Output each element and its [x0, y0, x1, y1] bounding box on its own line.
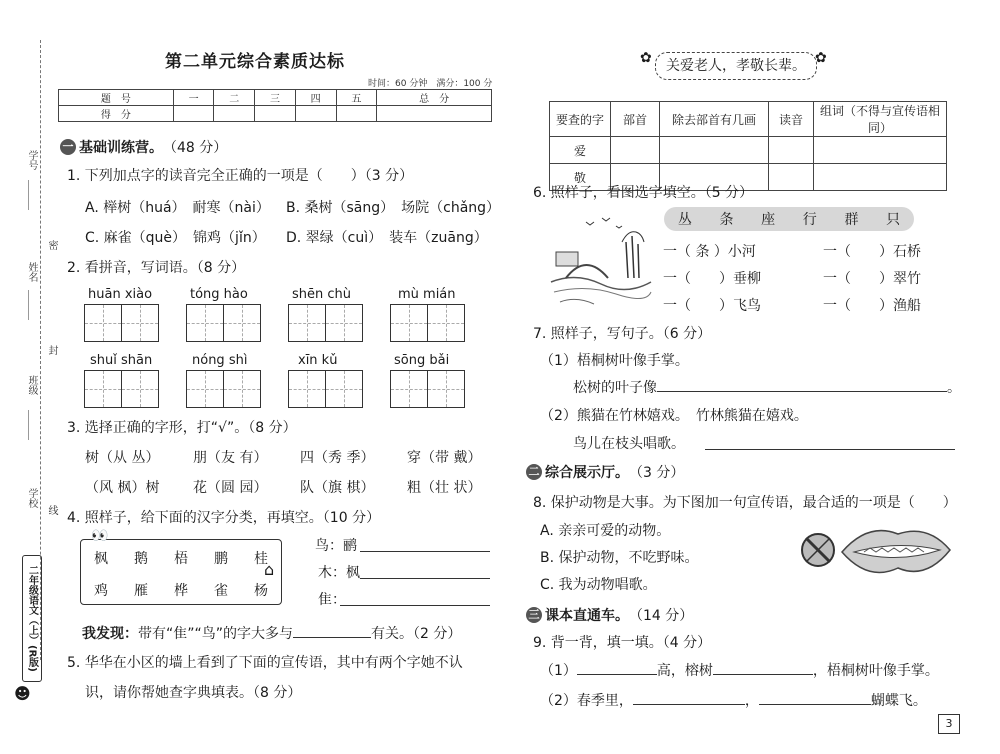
score-header: 二: [214, 90, 255, 106]
writing-box[interactable]: [288, 370, 363, 408]
section-score: （48 分）: [163, 140, 228, 156]
writing-box[interactable]: [186, 304, 261, 342]
char: 梧: [174, 551, 188, 567]
score-cell[interactable]: [173, 106, 214, 122]
lookup-cell[interactable]: [814, 137, 947, 164]
score-header: 三: [255, 90, 296, 106]
q9-blank[interactable]: [633, 704, 745, 705]
q5-line-1: 5. 华华在小区的墙上看到了下面的宣传语，其中有两个字她不认: [67, 655, 463, 671]
lookup-cell[interactable]: [814, 164, 947, 191]
student-id-label: 学号: [26, 150, 37, 170]
writing-box[interactable]: [390, 304, 465, 342]
page-number: 3: [938, 714, 960, 734]
score-header: 五: [336, 90, 377, 106]
char: 雁: [134, 583, 148, 599]
time-info: 时间：60 分钟 满分：100 分: [368, 79, 493, 89]
writing-box[interactable]: [84, 370, 159, 408]
score-header: 一: [173, 90, 214, 106]
q3-choice[interactable]: 穿（带 戴）: [407, 450, 482, 466]
pinyin-label: xīn kǔ: [298, 353, 338, 368]
score-cell[interactable]: [336, 106, 377, 122]
class-line: [28, 410, 29, 440]
lookup-header: 组词（不得与宣传语相同）: [814, 102, 947, 137]
q7-blank-1[interactable]: [657, 391, 947, 392]
pinyin-label: shuǐ shān: [90, 353, 153, 368]
lookup-header: 要查的字: [550, 102, 611, 137]
section-score: （14 分）: [629, 608, 694, 624]
char: 桂: [254, 551, 268, 567]
q6-stem: 6. 照样子，看图选字填空。（5 分）: [533, 185, 754, 201]
score-cell[interactable]: [255, 106, 296, 122]
page-title: 第二单元综合素质达标: [165, 52, 345, 72]
flower-icon: ✿: [815, 50, 827, 66]
q3-stem: 3. 选择正确的字形，打“√”。（8 分）: [67, 420, 297, 436]
seal-char-mi: 密: [46, 240, 57, 250]
q6-item[interactable]: 一（ ）翠竹: [823, 271, 921, 287]
category-zhui-line[interactable]: [340, 605, 490, 606]
q3-choice[interactable]: 朋（友 有）: [193, 450, 268, 466]
pinyin-label: mù mián: [398, 287, 456, 302]
score-header: 四: [295, 90, 336, 106]
q8-stem: 8. 保护动物是大事。为下图加一句宣传语，最合适的一项是（ ）: [533, 495, 957, 511]
q9-line-2: （2）春季里， ， 蝴蝶飞。: [540, 693, 927, 709]
choice-char: 条: [719, 212, 734, 228]
lookup-header: 读音: [769, 102, 814, 137]
section-title: 综合展示厅。: [545, 465, 629, 481]
q3-choice[interactable]: 队（旗 棋）: [300, 480, 375, 496]
q4-stem: 4. 照样子，给下面的汉字分类，再填空。（10 分）: [67, 510, 381, 526]
q6-item[interactable]: 一（ 条 ）小河: [663, 244, 756, 260]
dictionary-table: [549, 101, 947, 191]
name-line: [28, 290, 29, 320]
seal-char-feng: 封: [46, 345, 57, 355]
name-label: 姓名: [26, 262, 37, 282]
char: 鹅: [134, 551, 148, 567]
category-bird-line[interactable]: [360, 551, 490, 552]
eye-mascot-icon: 👀: [91, 528, 109, 544]
no-eating-wildlife-illustration: [798, 520, 954, 584]
q6-item[interactable]: 一（ ）飞鸟: [663, 298, 761, 314]
q5-line-2: 识，请你帮她查字典填表。（8 分）: [85, 685, 302, 701]
score-header: 题 号: [59, 90, 174, 106]
q2-stem: 2. 看拼音，写词语。（8 分）: [67, 260, 246, 276]
q1-stem: 1. 下列加点字的读音完全正确的一项是（ ）（3 分）: [67, 168, 414, 184]
q3-choice[interactable]: 粗（壮 状）: [407, 480, 482, 496]
q8-option-a[interactable]: A. 亲亲可爱的动物。: [540, 523, 671, 539]
student-id-line: [28, 180, 29, 210]
q3-choice[interactable]: （风 枫）树: [85, 480, 160, 496]
category-bird: 鸟：鹂: [315, 538, 357, 554]
mascot-icon: ☻: [14, 684, 31, 703]
lookup-char: 敬: [550, 164, 611, 191]
writing-box[interactable]: [390, 370, 465, 408]
score-header: 总 分: [377, 90, 492, 106]
character-box: [80, 528, 282, 605]
writing-box[interactable]: [84, 304, 159, 342]
score-table: [58, 89, 492, 122]
binding-margin: [0, 0, 57, 754]
q9-stem: 9. 背一背，填一填。（4 分）: [533, 635, 712, 651]
char: 鹏: [214, 551, 228, 567]
q7-example-1: （1）梧桐树叶像手掌。: [540, 353, 689, 369]
q8-option-b[interactable]: B. 保护动物，不吃野味。: [540, 550, 699, 566]
lookup-cell[interactable]: [769, 164, 814, 191]
q1-option-c[interactable]: C. 麻雀（què） 锦鸡（jǐn）: [85, 230, 266, 246]
q3-choice[interactable]: 树（从 丛）: [85, 450, 160, 466]
discovery-text: 我发现：带有“隹”“鸟”的字大多与 有关。（2 分）: [82, 626, 462, 642]
section-number: 二: [526, 464, 542, 480]
pinyin-label: nóng shì: [192, 353, 248, 368]
char: 鸡: [94, 583, 108, 599]
lookup-cell[interactable]: [660, 137, 769, 164]
q6-item[interactable]: 一（ ）渔船: [823, 298, 921, 314]
section-1-heading: [60, 137, 227, 157]
seal-char-xian: 线: [46, 505, 57, 515]
discovery-blank[interactable]: [293, 637, 371, 638]
pinyin-label: tóng hào: [190, 287, 248, 302]
choice-char: 丛: [677, 212, 692, 228]
q7-blank-2[interactable]: [705, 449, 955, 450]
lookup-header: 除去部首有几画: [660, 102, 769, 137]
pinyin-label: sōng bǎi: [394, 353, 450, 368]
char: 枫: [94, 551, 108, 567]
q7-fill-2: 鸟儿在枝头唱歌。: [573, 436, 685, 452]
section-3-heading: [526, 605, 693, 625]
q8-option-c[interactable]: C. 我为动物唱歌。: [540, 577, 657, 593]
section-2-heading: [526, 462, 684, 482]
choice-char: 行: [802, 212, 817, 228]
q7-fill-1: 松树的叶子像 。: [573, 380, 961, 396]
choice-char: 座: [761, 212, 776, 228]
q9-blank[interactable]: [713, 674, 813, 675]
pinyin-label: shēn chù: [292, 287, 352, 302]
section-score: （3 分）: [629, 465, 685, 481]
school-label: 学校: [26, 488, 37, 508]
motto-banner: 关爱老人，孝敬长辈。: [655, 52, 817, 80]
section-title: 课本直通车。: [545, 608, 629, 624]
writing-box[interactable]: [186, 370, 261, 408]
writing-box[interactable]: [288, 304, 363, 342]
grade-subject-label: 二年级语文（上）(R版): [22, 555, 42, 682]
lookup-cell[interactable]: [611, 137, 660, 164]
score-cell[interactable]: [377, 106, 492, 122]
q1-option-a[interactable]: A. 榉树（huá） 耐寒（nài）: [85, 200, 270, 216]
category-wood: 木：枫: [318, 565, 360, 581]
choice-char: 群: [844, 212, 859, 228]
section-title: 基础训练营。: [79, 140, 163, 156]
section-number: 三: [526, 607, 542, 623]
q6-item[interactable]: 一（ ）垂柳: [663, 271, 761, 287]
q7-example-2: （2）熊猫在竹林嬉戏。 竹林熊猫在嬉戏。: [540, 408, 808, 424]
choice-char: 只: [886, 212, 901, 228]
lookup-header: 部首: [611, 102, 660, 137]
class-label: 班级: [26, 375, 37, 395]
score-cell[interactable]: [214, 106, 255, 122]
house-icon: ⌂: [264, 560, 275, 579]
q9-blank[interactable]: [577, 674, 657, 675]
q9-line-1: （1） 高，榕树 ，梧桐树叶像手掌。: [540, 663, 939, 679]
char: 雀: [214, 583, 228, 599]
char: 杨: [254, 583, 268, 599]
category-wood-line[interactable]: [360, 578, 490, 579]
lookup-cell[interactable]: [769, 137, 814, 164]
flower-icon: ✿: [640, 50, 652, 66]
q6-item[interactable]: 一（ ）石桥: [823, 244, 921, 260]
q1-option-b[interactable]: B. 桑树（sāng） 场院（chǎng）: [286, 200, 501, 216]
character-choices-bar: [664, 207, 914, 231]
category-zhui: 隹：: [318, 592, 346, 608]
q1-option-d[interactable]: D. 翠绿（cuì） 装车（zuāng）: [286, 230, 488, 246]
q3-choice[interactable]: 花（圆 园）: [193, 480, 268, 496]
pinyin-label: huān xiào: [88, 287, 153, 302]
char: 桦: [174, 583, 188, 599]
scenery-illustration: [546, 212, 656, 308]
section-number: 一: [60, 139, 76, 155]
q3-choice[interactable]: 四（秀 季）: [300, 450, 375, 466]
lookup-char: 爱: [550, 137, 611, 164]
score-cell[interactable]: [295, 106, 336, 122]
score-row-label: 得 分: [59, 106, 174, 122]
q7-stem: 7. 照样子，写句子。（6 分）: [533, 326, 712, 342]
q9-blank[interactable]: [759, 704, 871, 705]
